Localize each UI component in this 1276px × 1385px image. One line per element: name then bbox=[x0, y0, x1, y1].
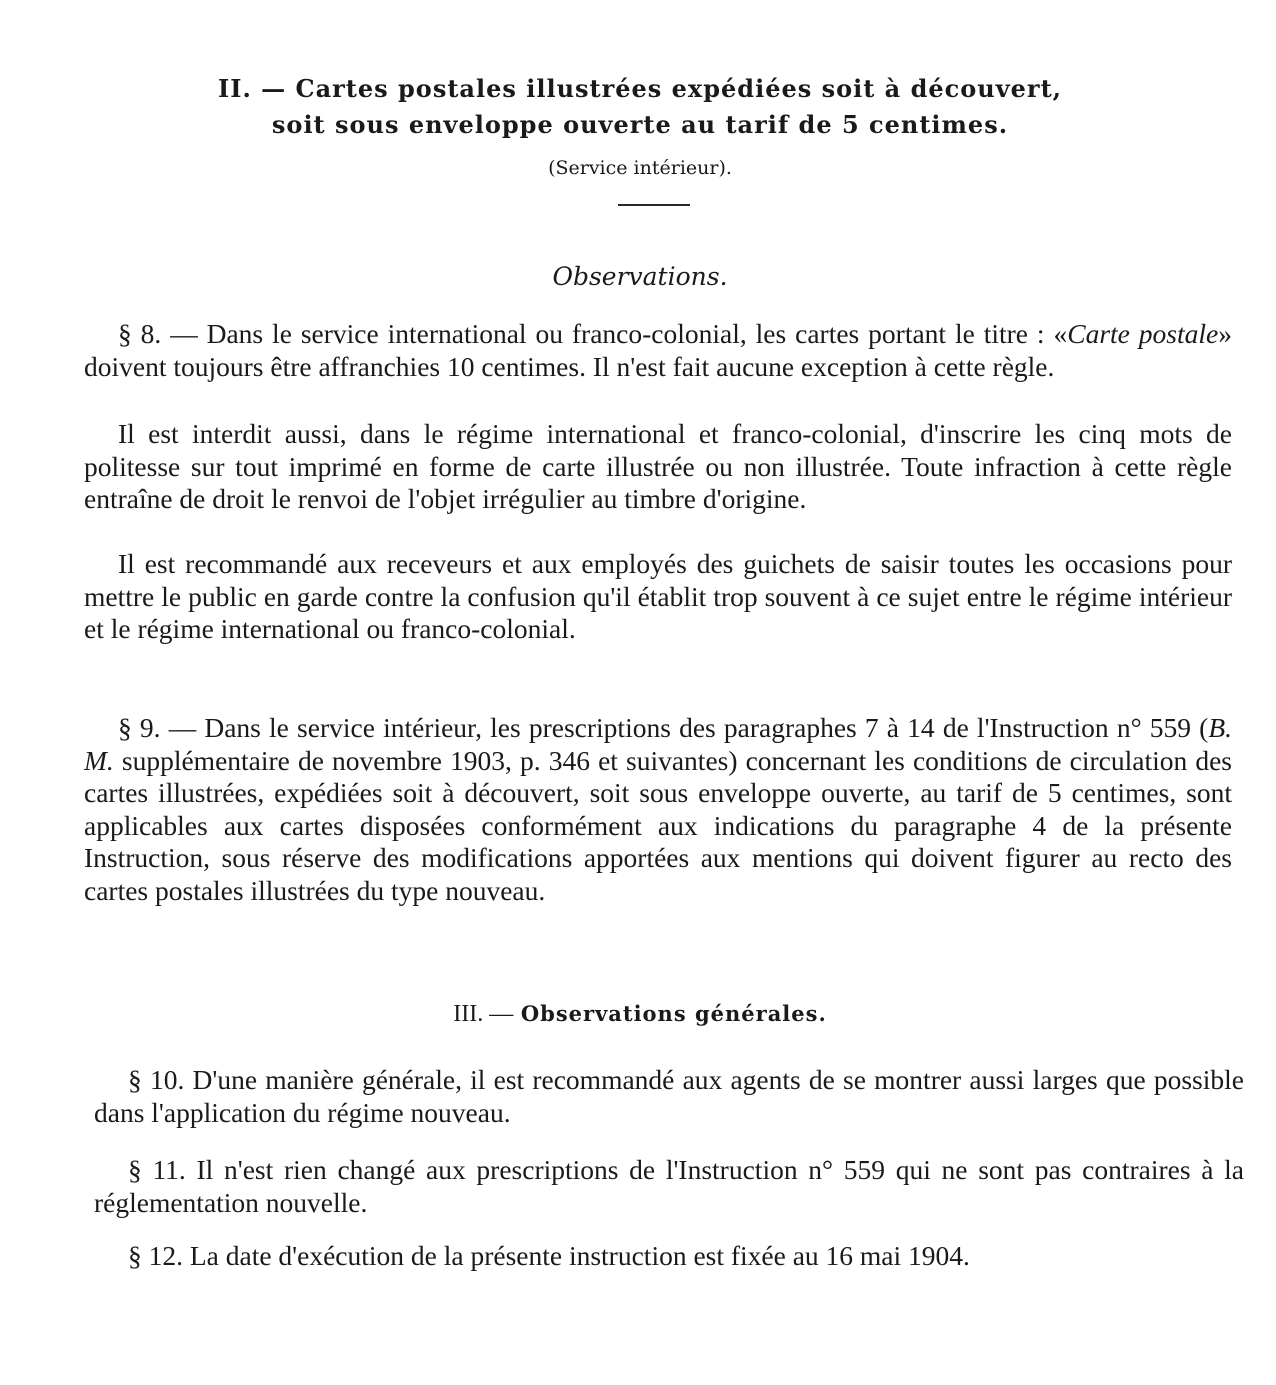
paragraph-12: § 12. La date d'exécution de la présente instruction est fixée au 16 mai 1904. bbox=[128, 1240, 970, 1271]
paragraph-8-part-2: Il est interdit aussi, dans le régime international et franco-colonial, d'inscrire les cinq mots de politesse sur tout imprimé en forme de carte illustrée ou non illustrée. Toute infraction à cette règle entraîne de droit le renvoi de l'objet irrégulier au timbre d'origine. bbox=[84, 418, 1232, 515]
paragraph-8 bbox=[84, 318, 1232, 383]
section-3-title bbox=[80, 998, 1200, 1029]
paragraph-8-end: » doivent toujours être affranchies 10 centimes. Il n'est fait aucune exception à cette règle. bbox=[84, 318, 1232, 382]
paragraph-8-part-3: Il est recommandé aux receveurs et aux employés des guichets de saisir toutes les occasions pour mettre le public en garde contre la confusion qu'il établit trop souvent à ce sujet entre le régime intérieur et le régime international ou franco-colonial. bbox=[84, 548, 1232, 645]
bm-italic: B. M. bbox=[84, 712, 1232, 776]
paragraph-9-start: § 9. — Dans le service intérieur, les prescriptions des paragraphes 7 à 14 de l'Instruction n° 559 ( bbox=[118, 712, 1209, 743]
observations-heading: Observations. bbox=[552, 262, 728, 291]
section-2-subtitle: (Service intérieur). bbox=[548, 157, 732, 179]
paragraph-10: § 10. D'une manière générale, il est recommandé aux agents de se montrer aussi larges que possible dans l'application du régime nouveau. bbox=[94, 1064, 1244, 1128]
section-2-title-line-2: soit sous enveloppe ouverte au tarif de 5 centimes. bbox=[271, 110, 1009, 139]
paragraph-9 bbox=[84, 712, 1232, 908]
section-3-heading: Observations générales. bbox=[520, 1001, 827, 1026]
carte-postale-italic: Carte postale bbox=[1067, 318, 1219, 349]
section-2-title-line-1: II. — Cartes postales illustrées expédiées soit à découvert, bbox=[217, 74, 1063, 103]
paragraph-9-end: supplémentaire de novembre 1903, p. 346 et suivantes) concernant les conditions de circulation des cartes illustrées, expédiées soit à découvert, soit sous enveloppe ouverte, au tarif de 5 centimes, sont applicables aux cartes disposées conformément aux indications du paragraphe 4 de la présente Instruction, sous réserve des modifications apportées aux mentions qui doivent figurer au recto des cartes postales illustrées du type nouveau. bbox=[84, 744, 1232, 906]
section-3-number: III. — bbox=[453, 1001, 514, 1027]
section-divider bbox=[618, 204, 690, 206]
paragraph-8-start: § 8. — Dans le service international ou franco-colonial, les cartes portant le titre : « bbox=[118, 318, 1068, 349]
paragraph-11: § 11. Il n'est rien changé aux prescriptions de l'Instruction n° 559 qui ne sont pas contraires à la réglementation nouvelle. bbox=[94, 1154, 1244, 1218]
